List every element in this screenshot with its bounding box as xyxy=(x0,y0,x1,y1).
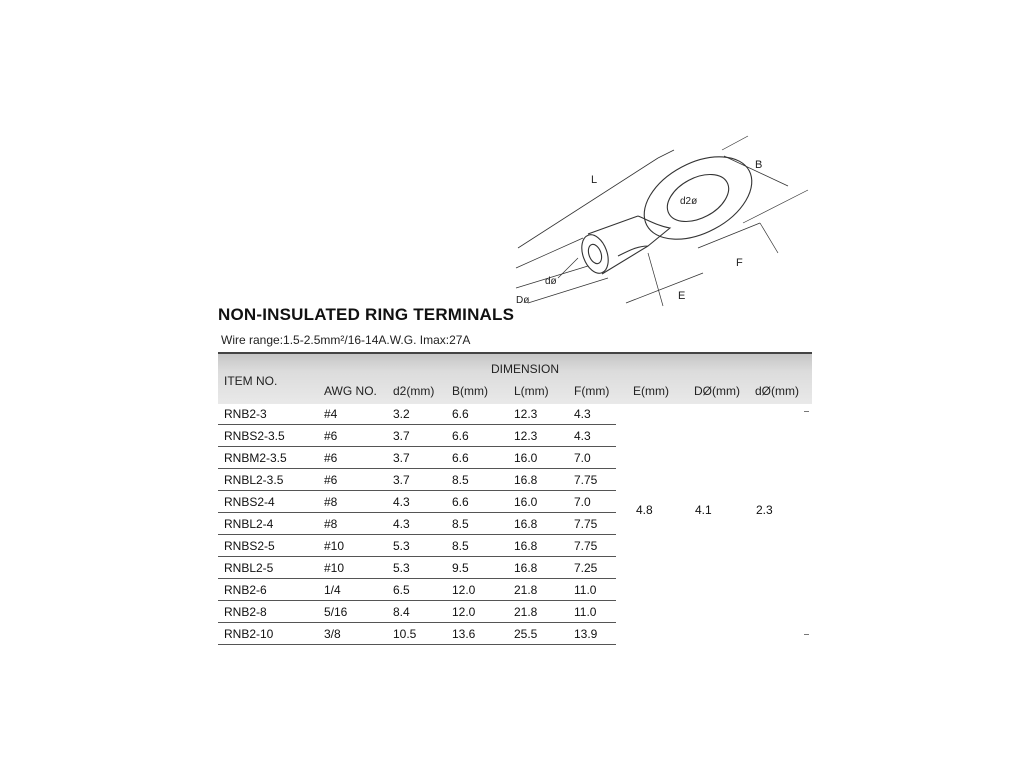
cell-l: 16.0 xyxy=(514,495,538,509)
cell-l: 21.8 xyxy=(514,583,538,597)
shared-e-value: 4.8 xyxy=(636,503,653,517)
cell-f: 7.0 xyxy=(574,451,591,465)
header-dimension: DIMENSION xyxy=(491,362,560,376)
shared-big-d-value: 4.1 xyxy=(695,503,712,517)
cell-awg: #8 xyxy=(324,495,338,509)
cell-l: 21.8 xyxy=(514,605,538,619)
cell-item: RNBL2-4 xyxy=(224,517,274,531)
cell-item: RNB2-3 xyxy=(224,407,267,421)
cell-f: 4.3 xyxy=(574,407,591,421)
label-d2: d2ø xyxy=(680,196,698,207)
table-row xyxy=(218,402,616,425)
cell-b: 8.5 xyxy=(452,473,469,487)
cell-item: RNBL2-5 xyxy=(224,561,274,575)
cell-b: 6.6 xyxy=(452,495,469,509)
cell-l: 12.3 xyxy=(514,407,538,421)
table-row xyxy=(218,512,616,535)
terminal-tongue xyxy=(618,216,670,256)
cell-item: RNBS2-5 xyxy=(224,539,275,553)
table-edge-tick-bottom xyxy=(804,634,809,635)
table-header xyxy=(218,352,812,404)
cell-l: 16.8 xyxy=(514,473,538,487)
cell-d2: 4.3 xyxy=(393,517,410,531)
header-small-d: dØ(mm) xyxy=(755,384,799,398)
cell-l: 25.5 xyxy=(514,627,538,641)
header-b: B(mm) xyxy=(452,384,488,398)
label-E: E xyxy=(678,290,686,302)
cell-awg: #6 xyxy=(324,451,338,465)
cell-d2: 5.3 xyxy=(393,539,410,553)
cell-f: 11.0 xyxy=(574,583,597,597)
cell-item: RNBS2-3.5 xyxy=(224,429,285,443)
cell-awg: #8 xyxy=(324,517,338,531)
table-row xyxy=(218,578,616,601)
table-row xyxy=(218,600,616,623)
cell-awg: #6 xyxy=(324,473,338,487)
label-D: Dø xyxy=(516,295,530,306)
cell-item: RNB2-10 xyxy=(224,627,274,641)
cell-d2: 3.2 xyxy=(393,407,410,421)
cell-f: 11.0 xyxy=(574,605,597,619)
cell-b: 12.0 xyxy=(452,605,476,619)
cell-d2: 10.5 xyxy=(393,627,417,641)
terminal-barrel xyxy=(588,216,648,274)
cell-b: 13.6 xyxy=(452,627,476,641)
cell-f: 13.9 xyxy=(574,627,598,641)
wire-range-subtitle: Wire range:1.5-2.5mm²/16-14A.W.G. Imax:27A xyxy=(221,333,471,347)
ring-terminal-diagram xyxy=(498,128,818,318)
cell-b: 6.6 xyxy=(452,429,469,443)
cell-d2: 3.7 xyxy=(393,473,410,487)
header-l: L(mm) xyxy=(514,384,549,398)
table-row xyxy=(218,490,616,513)
cell-l: 16.0 xyxy=(514,451,538,465)
cell-awg: #6 xyxy=(324,429,338,443)
cell-d2: 3.7 xyxy=(393,429,410,443)
table-row xyxy=(218,446,616,469)
cell-d2: 5.3 xyxy=(393,561,410,575)
barrel-bore xyxy=(586,243,604,266)
cell-awg: 1/4 xyxy=(324,583,341,597)
cell-d2: 3.7 xyxy=(393,451,410,465)
cell-awg: #10 xyxy=(324,539,345,553)
cell-l: 16.8 xyxy=(514,561,538,575)
cell-l: 16.8 xyxy=(514,539,538,553)
cell-awg: 5/16 xyxy=(324,605,348,619)
cell-l: 16.8 xyxy=(514,517,538,531)
header-e: E(mm) xyxy=(633,384,669,398)
ring-hole xyxy=(659,165,736,231)
cell-item: RNB2-6 xyxy=(224,583,267,597)
cell-f: 7.0 xyxy=(574,495,591,509)
ring-outer xyxy=(630,140,765,256)
cell-awg: #10 xyxy=(324,561,345,575)
cell-item: RNBL2-3.5 xyxy=(224,473,284,487)
cell-item: RNBS2-4 xyxy=(224,495,275,509)
cell-f: 7.75 xyxy=(574,517,598,531)
cell-b: 12.0 xyxy=(452,583,476,597)
cell-b: 8.5 xyxy=(452,517,469,531)
table-row xyxy=(218,468,616,491)
cell-item: RNBM2-3.5 xyxy=(224,451,287,465)
cell-d2: 6.5 xyxy=(393,583,410,597)
cell-l: 12.3 xyxy=(514,429,538,443)
cell-awg: 3/8 xyxy=(324,627,341,641)
cell-d2: 8.4 xyxy=(393,605,410,619)
label-F: F xyxy=(736,257,743,269)
label-L: L xyxy=(591,174,598,186)
header-f: F(mm) xyxy=(574,384,610,398)
table-row xyxy=(218,622,616,645)
cell-b: 6.6 xyxy=(452,451,469,465)
header-awg-no: AWG NO. xyxy=(324,384,377,398)
header-d2: d2(mm) xyxy=(393,384,435,398)
label-B: B xyxy=(755,159,763,171)
shared-small-d-value: 2.3 xyxy=(756,503,773,517)
table-row xyxy=(218,424,616,447)
cell-b: 6.6 xyxy=(452,407,469,421)
table-edge-tick-top xyxy=(804,411,809,412)
cell-awg: #4 xyxy=(324,407,338,421)
cell-b: 8.5 xyxy=(452,539,469,553)
cell-item: RNB2-8 xyxy=(224,605,267,619)
table-row xyxy=(218,534,616,557)
cell-f: 7.75 xyxy=(574,539,598,553)
cell-f: 4.3 xyxy=(574,429,591,443)
header-big-d: DØ(mm) xyxy=(694,384,740,398)
cell-f: 7.75 xyxy=(574,473,598,487)
cell-f: 7.25 xyxy=(574,561,598,575)
table-row xyxy=(218,556,616,579)
cell-b: 9.5 xyxy=(452,561,469,575)
page-title: NON-INSULATED RING TERMINALS xyxy=(218,305,515,324)
label-d: dø xyxy=(545,276,557,287)
header-item-no: ITEM NO. xyxy=(224,374,278,388)
cell-d2: 4.3 xyxy=(393,495,410,509)
